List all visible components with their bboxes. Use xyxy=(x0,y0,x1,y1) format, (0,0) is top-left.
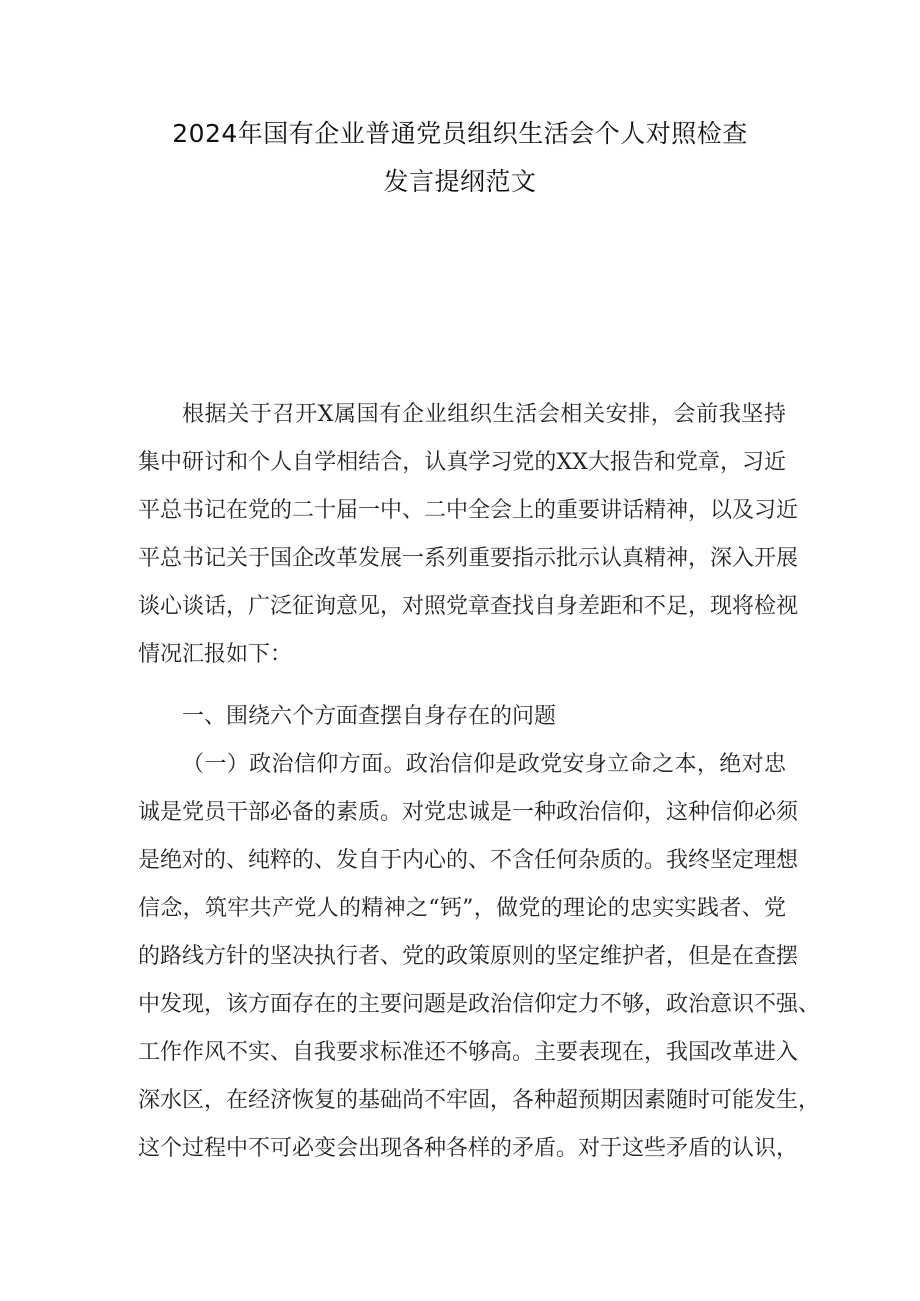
section-line: 的路线方针的坚决执行者、党的政策原则的坚定维护者，但是在查摆 xyxy=(138,944,799,969)
intro-line: 情况汇报如下： xyxy=(138,642,293,667)
section-line: 是绝对的、纯粹的、发自于内心的、不含任何杂质的。我终坚定理想 xyxy=(138,848,799,873)
intro-line: 平总书记关于国企改革发展一系列重要指示批示认真精神，深入开展 xyxy=(138,546,799,571)
intro-line: 根据关于召开X属国有企业组织生活会相关安排，会前我坚持 xyxy=(182,402,786,427)
section-line: 诚是党员干部必备的素质。对党忠诚是一种政治信仰，这种信仰必须 xyxy=(138,800,799,825)
section-line: （一）政治信仰方面。政治信仰是政党安身立命之本，绝对忠 xyxy=(182,752,786,777)
document-title-line-2: 发言提纲范文 xyxy=(383,167,537,196)
section-line: 信念，筑牢共产党人的精神之“钙”，做党的理论的忠实实践者、党 xyxy=(138,896,786,921)
section-line: 深水区，在经济恢复的基础尚不牢固，各种超预期因素随时可能发生， xyxy=(138,1088,821,1113)
section-line: 这个过程中不可必变会出现各种各样的矛盾。对于这些矛盾的认识， xyxy=(138,1136,799,1161)
section-heading: 一、围绕六个方面查摆自身存在的问题 xyxy=(182,704,557,729)
intro-line: 谈心谈话，广泛征询意见，对照党章查找自身差距和不足，现将检视 xyxy=(138,594,799,619)
intro-line: 平总书记在党的二十届一中、二中全会上的重要讲话精神，以及习近 xyxy=(138,498,799,523)
section-line: 中发现，该方面存在的主要问题是政治信仰定力不够，政治意识不强、 xyxy=(138,992,821,1017)
intro-line: 集中研讨和个人自学相结合，认真学习党的XX大报告和党章，习近 xyxy=(138,450,786,475)
document-title-line-1: 2024年国有企业普通党员组织生活会个人对照检查 xyxy=(172,119,748,148)
section-line: 工作作风不实、自我要求标准还不够高。主要表现在，我国改革进入 xyxy=(138,1040,799,1065)
document-body xyxy=(138,400,821,1280)
